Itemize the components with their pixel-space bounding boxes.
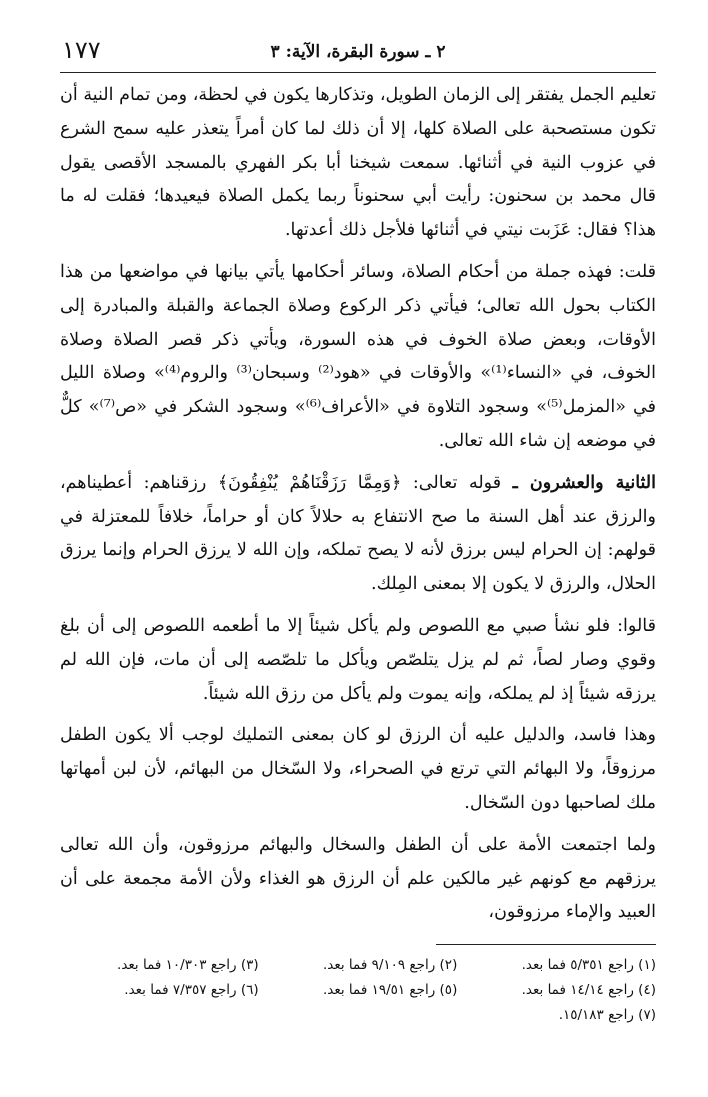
page-number: ١٧٧ <box>62 36 101 64</box>
paragraph-text: قوله تعالى: ﴿وَمِمَّا رَزَقْنَاهُمْ يُنْفِقُونَ﴾ رزقناهم: أعطيناهم، والرزق عند أهل السنة ما صح الانتفاع به حلالاً كان أو حراماً، خلافاً للمعتزلة في قولهم: إن الحرام ليس برزق لأنه لا يصح تملكه، وإن الله لا يرزق الحرام وإنما يرزق الحلال، والرزق لا يكون إلا بمعنى المِلك. <box>60 472 656 595</box>
paragraph-text: قالوا: فلو نشأ صبي مع اللصوص ولم يأكل شيئاً إلا ما أطعمه اللصوص إلى أن بلغ وقوي وصار لصاً، ثم لم يزل يتلصّص ويأكل ما تلصّصه إلى أن مات، فإن الله لم يرزقه شيئاً إذ لم يملكه، وإنه يموت ولم يأكل من رزق الله شيئاً. <box>60 615 656 704</box>
footnote: (٤) راجع ١٤/١٤ فما بعد. <box>521 982 656 999</box>
paragraph-text: وهذا فاسد، والدليل عليه أن الرزق لو كان بمعنى التمليك لوجب ألا يكون الطفل مرزوقاً، ولا البهائم التي ترتع في الصحراء، ولا السّخال من البهائم، لأن لبن أمهاتها ملك لصاحبها دون السّخال. <box>60 725 656 813</box>
paragraph <box>60 719 656 820</box>
footnote: (٥) راجع ١٩/٥١ فما بعد. <box>322 982 458 999</box>
page-header <box>60 32 656 73</box>
paragraph-text: تعليم الجمل يفتقر إلى الزمان الطويل، وتذكارها يكون في لحظة، ومن تمام النية أن تكون مستصحبة على الصلاة كلها، إلا أن ذلك لما كان أمراً يتعذر عليه سمح الشرع في عزوب النية في أثنائها. سمعت شيخنا أبا بكر الفهري بالمسجد الأقصى يقول قال محمد بن سحنون: رأيت أبي سحنوناً ربما يكمل الصلاة فيعيدها؛ فقلت له ما هذا؟ فقال: عَزَبت نيتي في أثنائها فلأجل ذلك أعدتها. <box>60 85 656 241</box>
footnote: (٢) راجع ٩/١٠٩ فما بعد. <box>322 957 458 974</box>
footnote: (٦) راجع ٧/٣٥٧ فما بعد. <box>124 982 259 999</box>
paragraph <box>60 256 656 459</box>
paragraph-lead: الثانية والعشرون ـ <box>512 472 656 493</box>
footnote: (٧) راجع ١٥/١٨٣. <box>558 1007 656 1024</box>
paragraph <box>60 610 656 711</box>
footnote: (٣) راجع ١٠/٣٠٣ فما بعد. <box>117 957 259 974</box>
paragraph-text: قلت: فهذه جملة من أحكام الصلاة، وسائر أحكامها يأتي بيانها في مواضعها من هذا الكتاب بحول الله تعالى؛ فيأتي ذكر الركوع وصلاة الجماعة والقبلة والمبادرة إلى الأوقات، وبعض صلاة الخوف في هذه السورة، ويأتي ذكر قصر الصلاة وصلاة الخوف، في «النساء⁽¹⁾» والأوقات في «هود⁽²⁾ وسبحان⁽³⁾ والروم⁽⁴⁾» وصلاة الليل في «المزمل⁽⁵⁾» وسجود التلاوة في «الأعراف⁽⁶⁾» وسجود الشكر في «ص⁽⁷⁾» كلٌّ في موضعه إن شاء الله تعالى. <box>60 261 657 451</box>
running-title: ٢ ـ سورة البقرة، الآية: ٣ <box>270 42 446 62</box>
paragraph <box>60 467 656 602</box>
footnote: (١) راجع ٥/٣٥١ فما بعد. <box>521 957 656 974</box>
footnotes <box>60 953 656 1028</box>
paragraph <box>60 829 656 930</box>
paragraph <box>60 79 656 248</box>
paragraph-text: ولما اجتمعت الأمة على أن الطفل والسخال والبهائم مرزوقون، وأن الله تعالى يرزقهم مع كونهم غير مالكين علم أن الرزق هو الغذاء ولأن الأمة مجمعة على أن العبيد والإماء مرزوقون، <box>60 834 656 923</box>
footnote-separator <box>436 944 656 945</box>
body-text <box>60 79 656 930</box>
